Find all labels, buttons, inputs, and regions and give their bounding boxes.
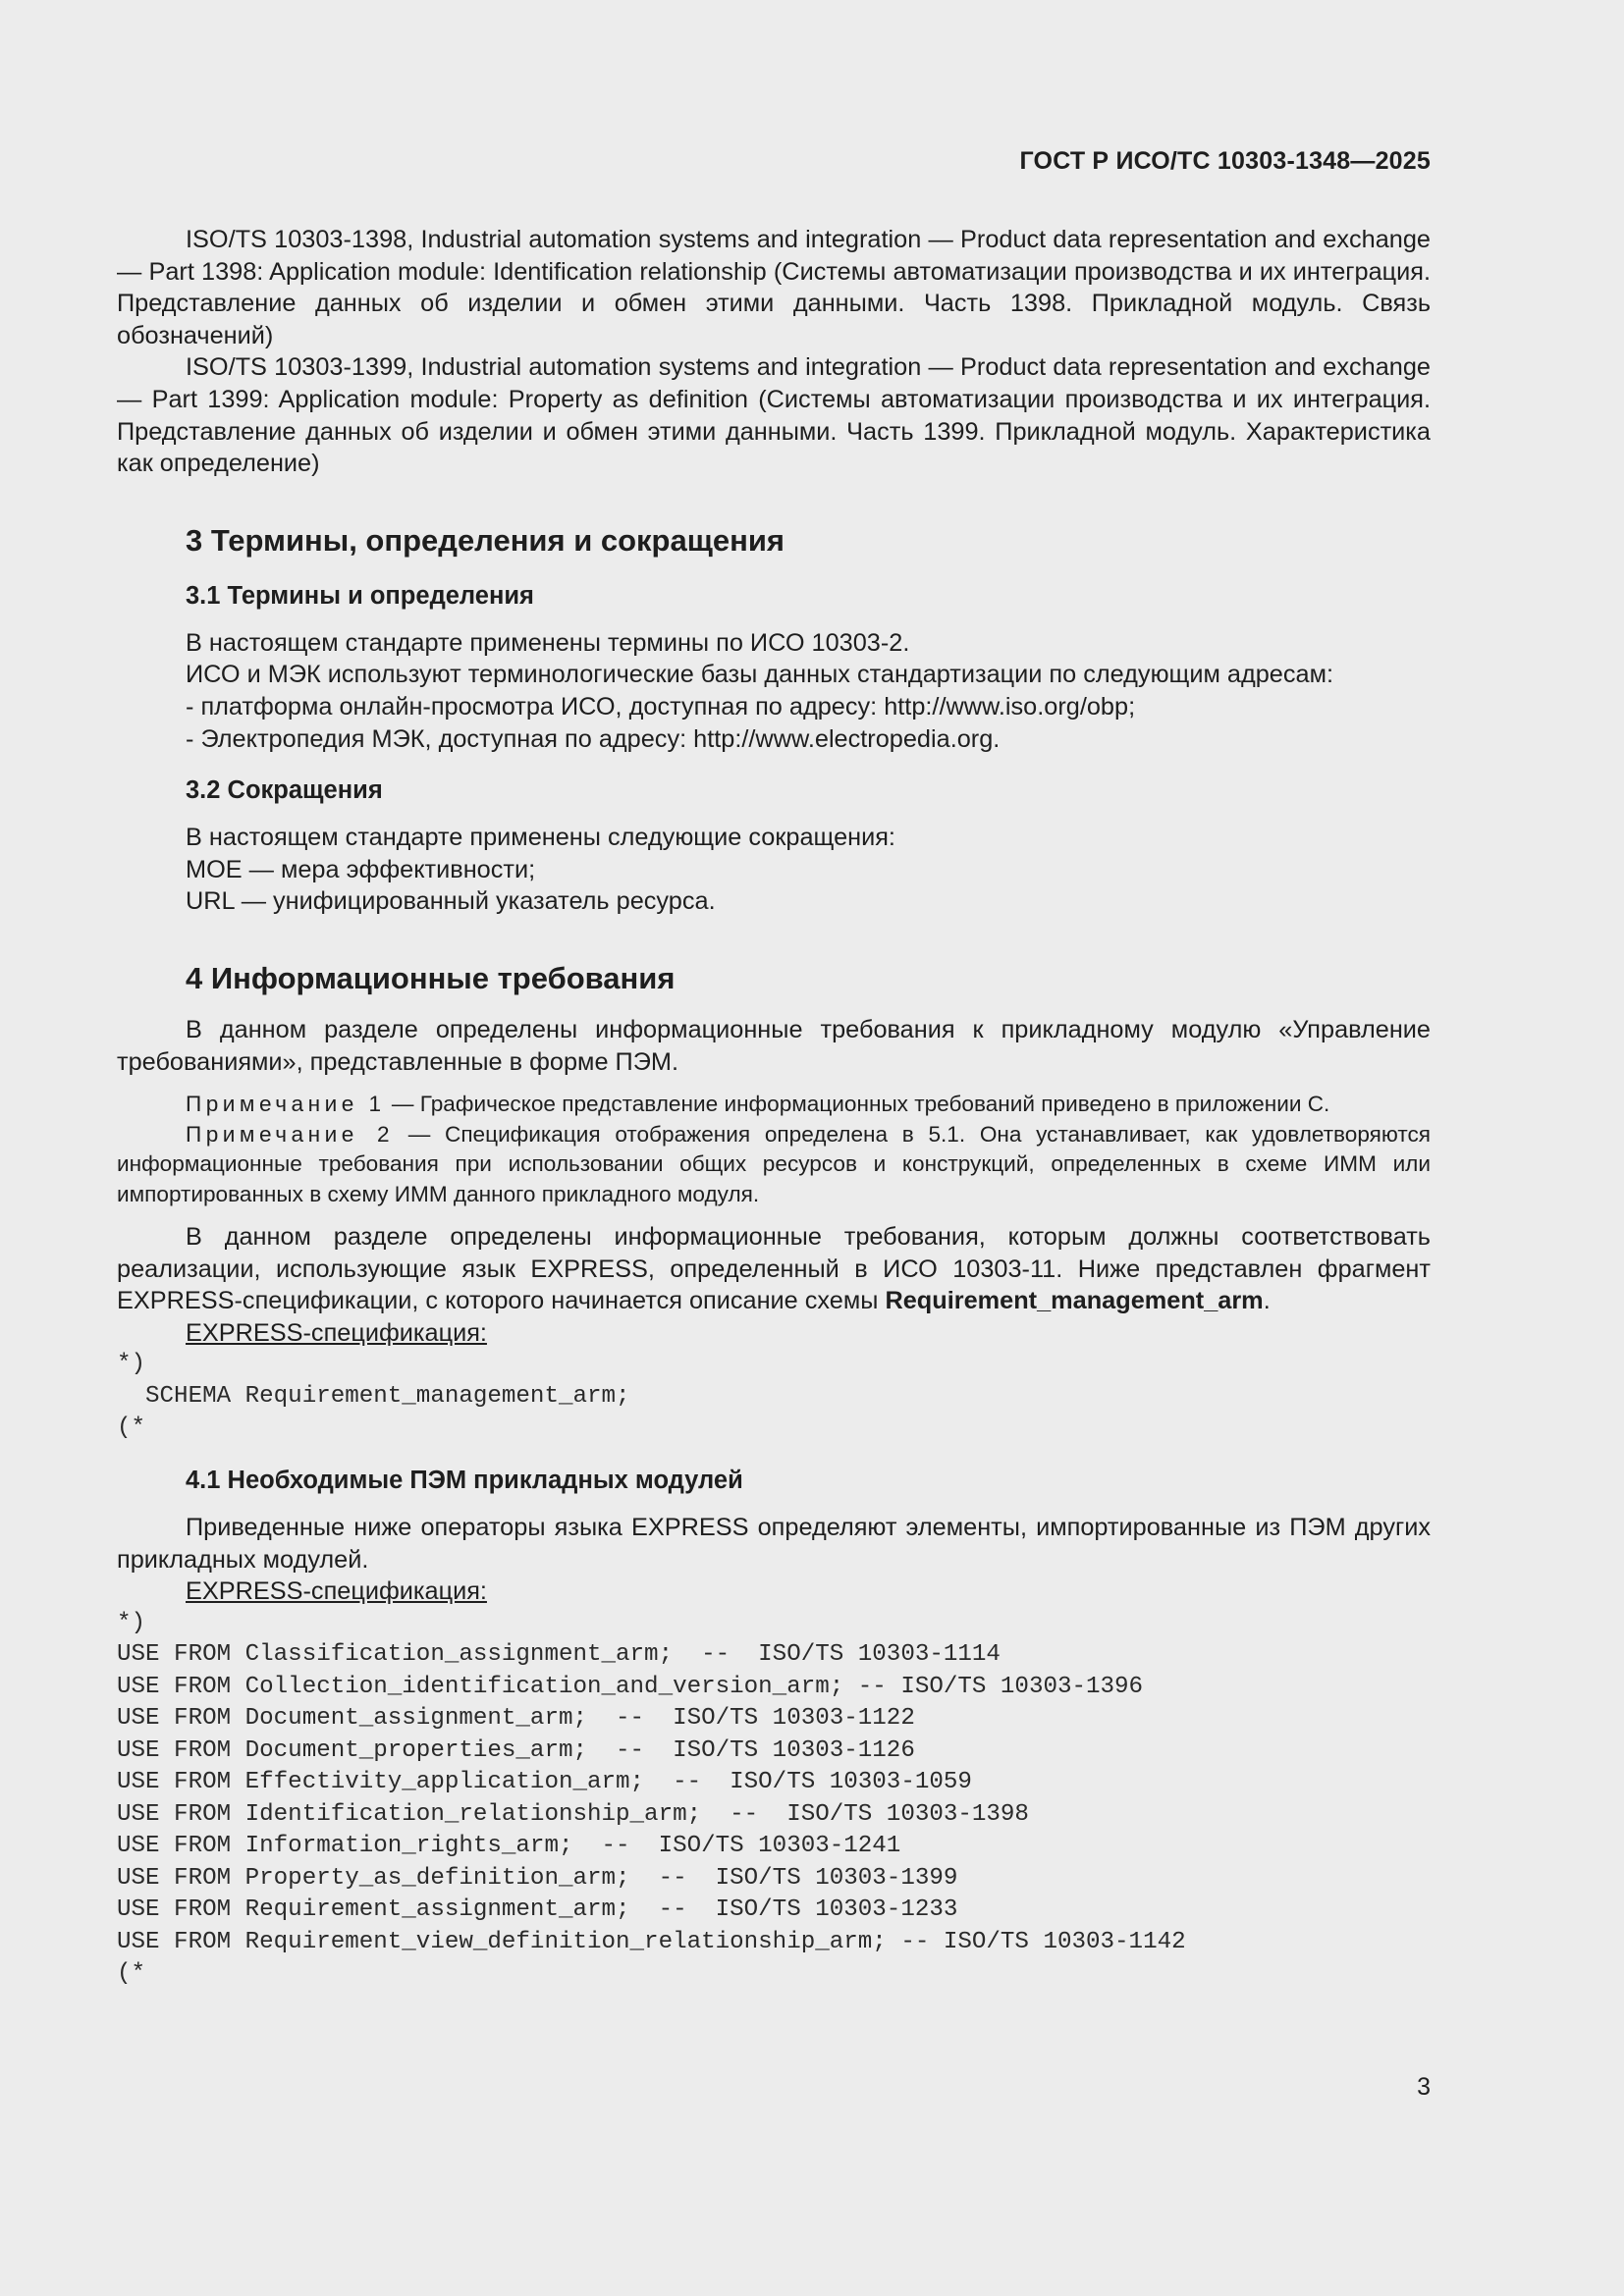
express-code-use-from: *) USE FROM Classification_assignment_arm; -- ISO/TS 10303-1114 USE FROM Collection_identification_and_version_arm; -- ISO/TS 10303-1396 USE FROM Document_assignment_arm; -- ISO/TS 10303-1122 USE FROM Document_properties_arm; -- ISO/TS 10303-1126 USE FROM Effectivity_application_arm; -- ISO/TS 10303-1059 USE FROM Identification_relationship_arm; -- ISO/TS 10303-1398 USE FROM Information_rights_arm; -- ISO/TS 10303-1241 USE FROM Property_as_definition_arm; -- ISO/TS 10303-1399 USE FROM Requirement_assignment_arm; -- ISO/TS 10303-1233 USE FROM Requirement_view_definition_relationship_arm; -- ISO/TS 10303-1142 (*	[117, 1609, 1186, 1988]
note-2	[117, 1120, 1431, 1210]
note-1	[117, 1090, 1431, 1120]
section-3-title: 3 Термины, определения и сокращения	[186, 522, 785, 558]
section-3-1-title: 3.1 Термины и определения	[186, 581, 534, 610]
document-header: ГОСТ Р ИСО/ТС 10303-1348—2025	[1019, 147, 1431, 175]
abbr-line-1: В настоящем стандарте применены следующие сокращения:	[186, 824, 895, 852]
note-1-label: Примечание 1	[186, 1092, 386, 1117]
section-4-intro: В данном разделе определены информационные требования к прикладному модулю «Управление требованиями», представленные в форме ПЭМ.	[117, 1015, 1431, 1076]
section-4-1-title: 4.1 Необходимые ПЭМ прикладных модулей	[186, 1466, 743, 1494]
express-label-2: EXPRESS-спецификация:	[186, 1577, 487, 1606]
terms-line-2: ИСО и МЭК используют терминологические базы данных стандартизации по следующим адресам:	[186, 661, 1334, 689]
page-content	[117, 224, 1431, 1991]
terms-line-1: В настоящем стандарте применены термины по ИСО 10303-2.	[186, 628, 910, 657]
terms-line-3: - платформа онлайн-просмотра ИСО, доступная по адресу: http://www.iso.org/obp;	[186, 692, 1136, 721]
abbr-line-2: MOE — мера эффективности;	[186, 855, 536, 883]
note-1-text: — Графическое представление информационных требований приведено в приложении С.	[385, 1092, 1330, 1117]
para-2-text: В данном разделе определены информационные требования, которым должны соответствовать реализации, использующие язык EXPRESS, определенный в ИСО 10303-11. Ниже представлен фрагмент EXPRESS-спецификации, с которого начинается описание схемы	[117, 1223, 1431, 1315]
express-code-schema: *) SCHEMA Requirement_management_arm; (*	[117, 1351, 630, 1442]
note-2-label: Примечание 2	[186, 1121, 395, 1147]
page-number: 3	[1417, 2073, 1431, 2101]
terms-line-4: - Электропедия МЭК, доступная по адресу: http://www.electropedia.org.	[186, 724, 1001, 753]
abbr-line-3: URL — унифицированный указатель ресурса.	[186, 887, 716, 916]
section-4-para-2	[117, 1221, 1431, 1317]
note-2-text: — Спецификация отображения определена в 5.1. Она устанавливает, как удовлетворяются информационные требования при использовании общих ресурсов и конструкций, определенных в схеме ИММ или импортированных в схему ИММ данного прикладного модуля.	[117, 1121, 1431, 1206]
section-4-title: 4 Информационные требования	[186, 960, 676, 995]
para-2-end: .	[1263, 1287, 1271, 1315]
reference-1399: ISO/TS 10303-1399, Industrial automation systems and integration — Product data representation and exchange — Part 1399: Application module: Property as definition (Системы автоматизации производства и их интеграция. Представление данных об изделии и обмен этими данными. Часть 1399. Прикладной модуль. Характеристика как определение)	[117, 353, 1431, 478]
section-3-2-title: 3.2 Сокращения	[186, 776, 383, 805]
express-label-1: EXPRESS-спецификация:	[186, 1318, 487, 1347]
reference-1398: ISO/TS 10303-1398, Industrial automation systems and integration — Product data representation and exchange — Part 1398: Application module: Identification relationship (Системы автоматизации производства и их интеграция. Представление данных об изделии и обмен этими данными. Часть 1398. Прикладной модуль. Связь обозначений)	[117, 226, 1431, 349]
schema-name: Requirement_management_arm	[885, 1287, 1264, 1315]
section-4-1-para: Приведенные ниже операторы языка EXPRESS определяют элементы, импортированные из ПЭМ других прикладных модулей.	[117, 1513, 1431, 1574]
